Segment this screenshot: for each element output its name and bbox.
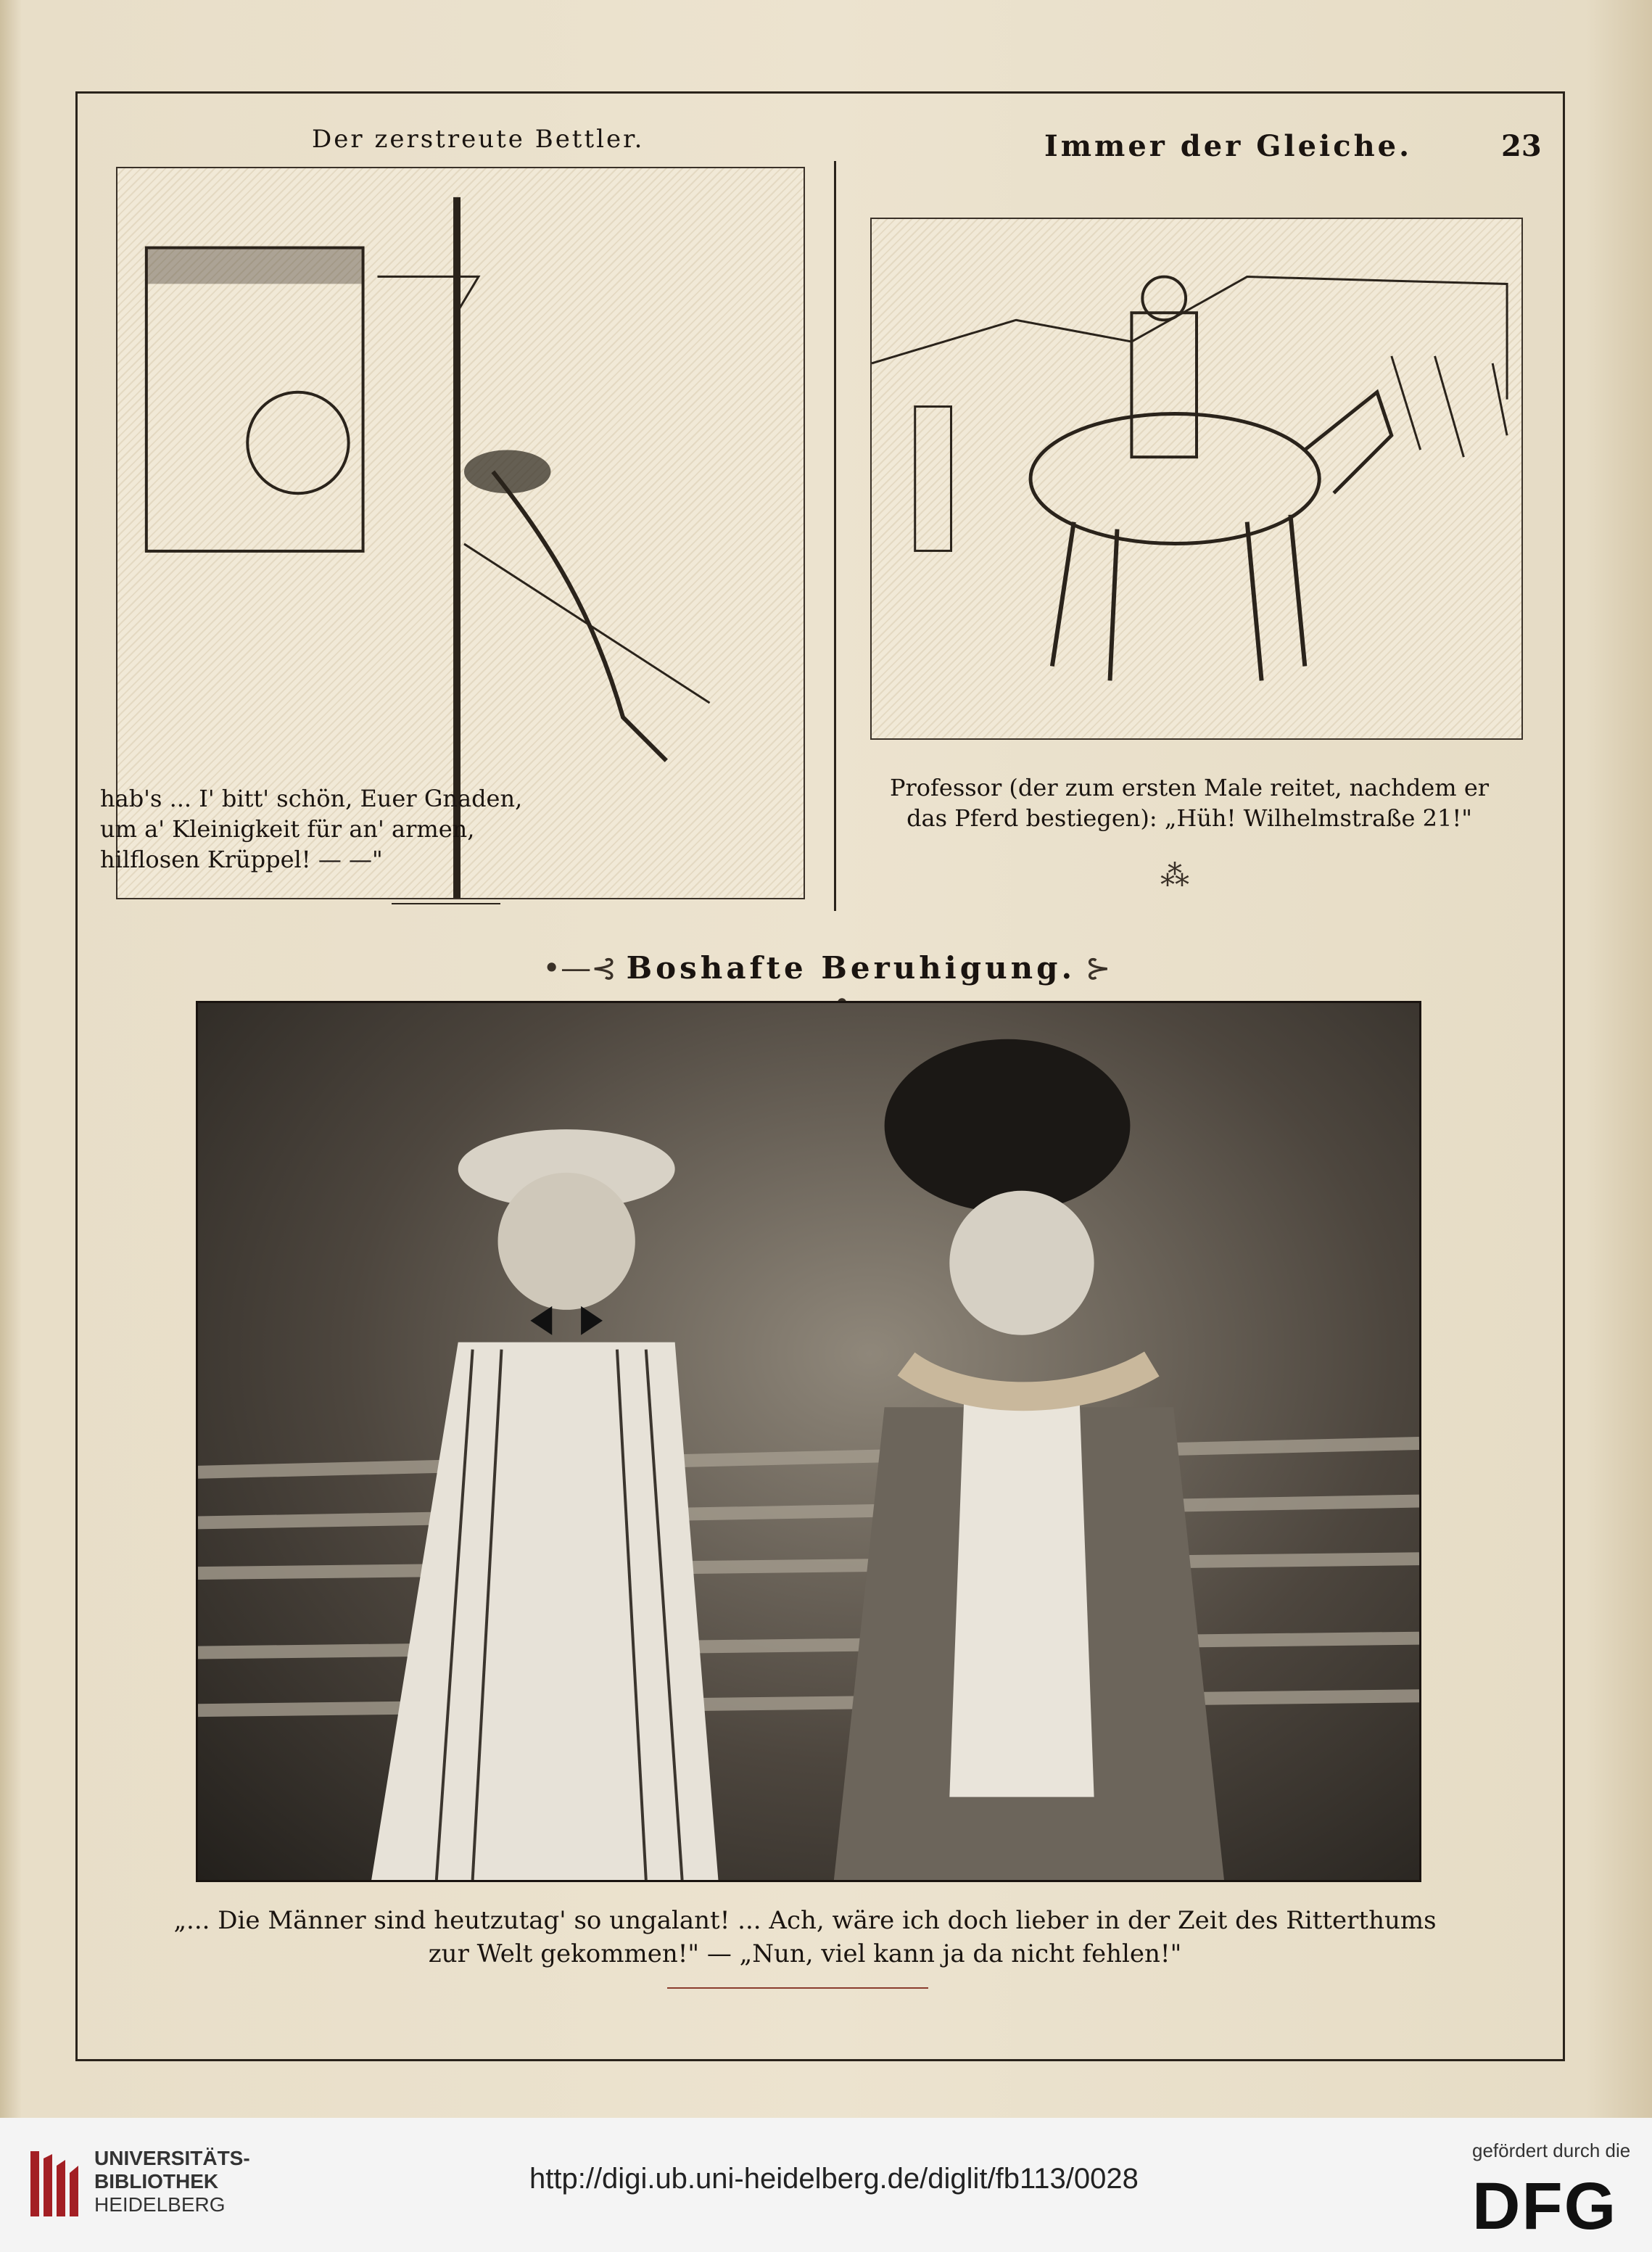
permalink-url[interactable]: http://digi.ub.uni-heidelberg.de/diglit/fb113/0028 [529, 2163, 1139, 2195]
floret-ornament: ⁂ [1160, 859, 1189, 893]
title-ornament-right: ⊱ [1085, 950, 1111, 986]
library-line-2: BIBLIOTHEK [94, 2170, 219, 2193]
viewer-footer [0, 2118, 1652, 2252]
funding-note: gefördert durch die [1472, 2140, 1631, 2161]
library-name [94, 2147, 250, 2216]
library-line-1: UNIVERSITÄTS- [94, 2147, 250, 2169]
right-cartoon-title: Immer der Gleiche. [1044, 129, 1413, 163]
bench-title-text: Boshafte Beruhigung. [626, 950, 1076, 986]
library-logo-icon [28, 2144, 84, 2224]
beggar-caption: hab's ... I' bitt' schön, Euer Gnaden, um a' Kleinigkeit für an' armen, hilflosen Krüppel! — —" [100, 785, 523, 873]
professor-rider-illustration [870, 218, 1523, 740]
caption-rule [392, 903, 500, 904]
bench-couple-illustration [196, 1001, 1421, 1882]
closing-rule [667, 1987, 928, 1989]
professor-caption: Professor (der zum ersten Male reitet, nachdem er das Pferd bestiegen): „Hüh! Wilhelmstraße 21!" [889, 774, 1490, 832]
bench-caption: „... Die Männer sind heutzutag' so ungalant! ... Ach, wäre ich doch lieber in der Zeit des Ritterthums zur Welt gekommen!" — „Nun, viel kann ja da nicht fehlen!" [173, 1906, 1437, 1968]
page-number: 23 [1501, 129, 1542, 163]
library-line-3: HEIDELBERG [94, 2193, 226, 2216]
dfg-logo: DFG [1472, 2169, 1618, 2243]
column-divider [834, 161, 836, 911]
left-cartoon-title: Der zerstreute Bettler. [312, 125, 645, 154]
title-ornament-left: •—⊰ [542, 950, 627, 986]
